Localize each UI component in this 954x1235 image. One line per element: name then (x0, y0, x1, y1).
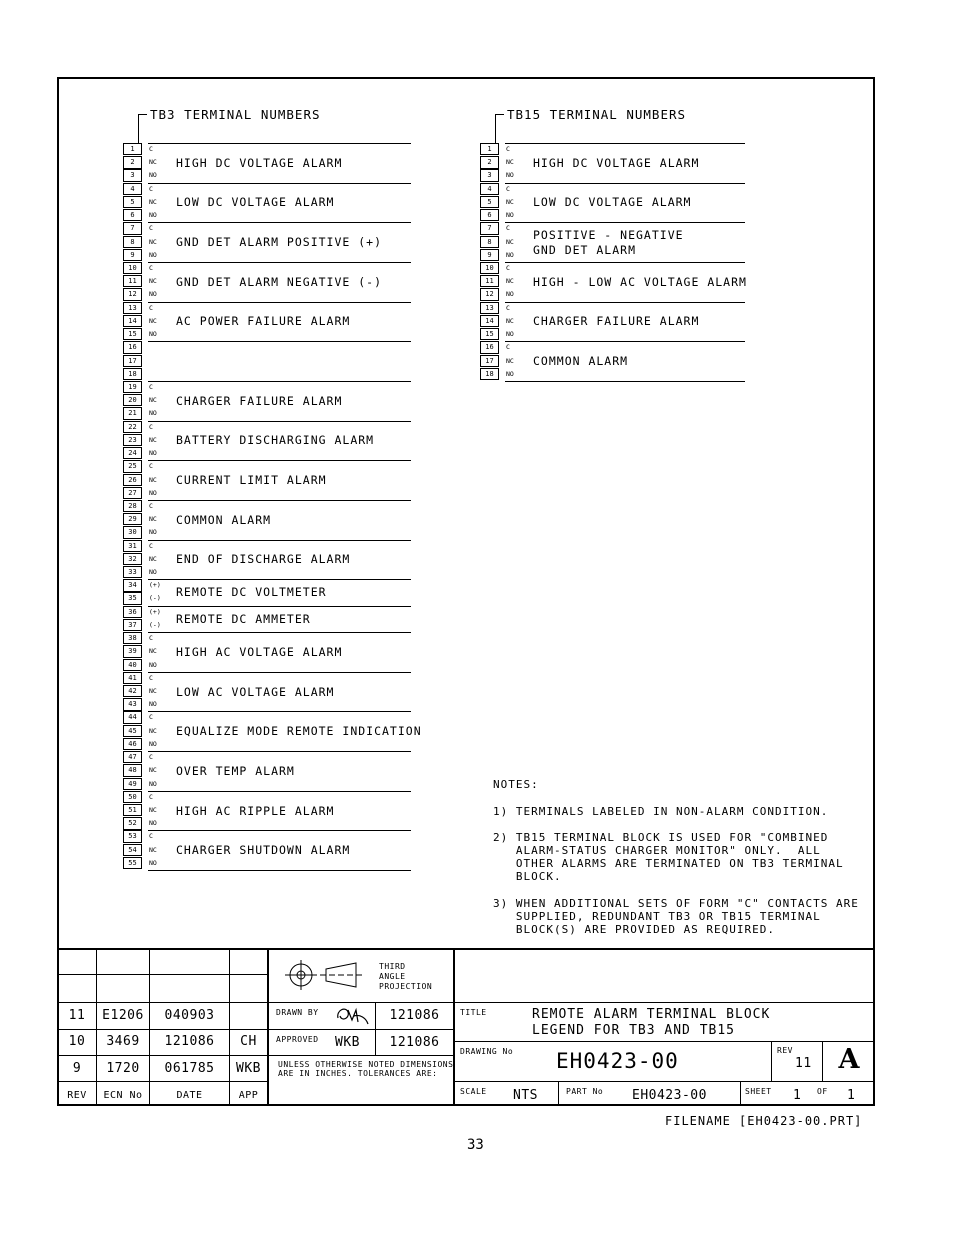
tb3-contact-type: C (149, 753, 153, 762)
tb3-terminal-number: 39 (123, 645, 142, 657)
sheet-label: SHEET (745, 1087, 772, 1096)
tb15-contact-type: NC (506, 158, 514, 167)
tb3-terminal-number: 17 (123, 355, 142, 367)
tb15-terminal-number: 1 (480, 143, 499, 155)
tb3-terminal-number: 45 (123, 725, 142, 737)
ecn-col-line (149, 949, 150, 1106)
tb3-contact-type: C (149, 303, 153, 312)
tb15-alarm-label: GND DET ALARM (533, 243, 637, 258)
tb3-header: TB3 TERMINAL NUMBERS (150, 107, 321, 122)
rev-label: REV (777, 1046, 793, 1055)
sheet-number: 1 (793, 1088, 802, 1103)
ecn-number: 3469 (106, 1034, 140, 1049)
tb3-contact-type: NO (149, 449, 157, 458)
tb3-group-line (148, 262, 411, 263)
tb3-terminal-number: 49 (123, 778, 142, 790)
tb15-contact-type: NO (506, 171, 514, 180)
tb3-group-line (148, 540, 411, 541)
tb3-alarm-label: OVER TEMP ALARM (176, 763, 295, 778)
tb3-contact-type: C (149, 713, 153, 722)
tb3-terminal-number: 55 (123, 857, 142, 869)
tb3-contact-type: NC (149, 396, 157, 405)
tb3-group-line (148, 711, 411, 712)
third-angle-projection-icon (280, 955, 370, 995)
tb15-contact-type: NC (506, 277, 514, 286)
rev-row-line-b (57, 1002, 875, 1003)
rev-number: 9 (72, 1061, 82, 1076)
tb3-terminal-number: 38 (123, 632, 142, 644)
tb3-contact-type: NO (149, 819, 157, 828)
tb3-terminal-number: 47 (123, 751, 142, 763)
tb15-group-line (505, 262, 745, 263)
title-label: TITLE (460, 1008, 487, 1017)
tb3-group-line (148, 302, 411, 303)
page-number: 33 (467, 1137, 484, 1153)
tb3-terminal-number: 33 (123, 566, 142, 578)
tb3-terminal-number: 7 (123, 222, 142, 234)
tb3-contact-type: NC (149, 687, 157, 696)
tb3-group-line (148, 381, 411, 382)
tb3-contact-type: NC (149, 845, 157, 854)
tb3-terminal-number: 12 (123, 288, 142, 300)
filename: FILENAME [EH0423-00.PRT] (665, 1114, 863, 1128)
tb3-terminal-number: 52 (123, 817, 142, 829)
tb15-header: TB15 TERMINAL NUMBERS (507, 107, 687, 122)
date-col-line (229, 949, 230, 1106)
rev-number: 10 (68, 1034, 86, 1049)
part-no-label: PART No (566, 1087, 604, 1096)
tb3-group-line (148, 830, 411, 831)
tb15-alarm-label: POSITIVE - NEGATIVE (533, 228, 684, 243)
drawing-no-label: DRAWING No (460, 1047, 514, 1056)
note-2: 2) TB15 TERMINAL BLOCK IS USED FOR "COMBINED ALARM-STATUS CHARGER MONITOR" ONLY. ALL OTHER ALARMS ARE TERMINATED ON TB3 TERMINAL BLOCK. (493, 831, 844, 883)
tb3-terminal-number: 41 (123, 672, 142, 684)
note-1: 1) TERMINALS LABELED IN NON-ALARM CONDITION. (493, 805, 829, 818)
tb15-bracket-side (495, 114, 496, 143)
tb3-terminal-number: 4 (123, 183, 142, 195)
tb3-terminal-number: 11 (123, 275, 142, 287)
tb15-terminal-number: 18 (480, 368, 499, 380)
tb3-group-line (148, 421, 411, 422)
tb15-terminal-number: 8 (480, 236, 499, 248)
part-number: EH0423-00 (632, 1088, 707, 1103)
tb3-contact-type: C (149, 501, 153, 510)
tb3-terminal-number: 9 (123, 249, 142, 261)
approval-col-line (453, 949, 455, 1106)
tb15-alarm-label: HIGH - LOW AC VOLTAGE ALARM (533, 274, 747, 289)
tb3-contact-type: NO (149, 568, 157, 577)
tb3-contact-type: C (149, 382, 153, 391)
tb3-terminal-number: 46 (123, 738, 142, 750)
tb3-terminal-number: 54 (123, 844, 142, 856)
tb15-alarm-label: CHARGER FAILURE ALARM (533, 314, 700, 329)
tb3-contact-type: NC (149, 435, 157, 444)
tb3-terminal-number: 32 (123, 553, 142, 565)
tb15-contact-type: NC (506, 316, 514, 325)
rev-col-line (96, 949, 97, 1106)
tb3-contact-type: NO (149, 330, 157, 339)
tb3-terminal-number: 36 (123, 606, 142, 618)
tb3-terminal-number: 43 (123, 698, 142, 710)
tb3-group-line (148, 183, 411, 184)
drawn-by-date: 121086 (389, 1008, 440, 1023)
tb3-contact-type: NC (149, 237, 157, 246)
rev-approver: CH (240, 1034, 257, 1049)
tolerance-note: UNLESS OTHERWISE NOTED DIMENSIONS ARE IN INCHES. TOLERANCES ARE: (278, 1060, 454, 1078)
approved-by: WKB (335, 1035, 360, 1050)
rev-date: 040903 (164, 1008, 215, 1023)
tb3-terminal-number: 5 (123, 196, 142, 208)
projection-line3: PROJECTION (379, 982, 433, 991)
tb3-contact-type: (-) (149, 620, 161, 629)
tb3-terminal-number: 51 (123, 804, 142, 816)
tb3-terminal-number: 10 (123, 262, 142, 274)
tb3-terminal-number: 3 (123, 169, 142, 181)
drawing-row-line (453, 1081, 875, 1082)
tb15-group-line (505, 381, 745, 382)
tb3-contact-type: NO (149, 488, 157, 497)
of-label: OF (817, 1087, 828, 1096)
title-row-line (453, 1041, 875, 1042)
tb3-terminal-number: 18 (123, 368, 142, 380)
tb3-alarm-label: CURRENT LIMIT ALARM (176, 473, 327, 488)
rev-number: 11 (68, 1008, 86, 1023)
tb3-terminal-number: 21 (123, 407, 142, 419)
note-3: 3) WHEN ADDITIONAL SETS OF FORM "C" CONTACTS ARE SUPPLIED, REDUNDANT TB3 OR TB15 TERMINAL BLOCK(S) ARE PROVIDED AS REQUIRED. (493, 897, 859, 936)
tb15-contact-type: C (506, 343, 510, 352)
tb15-contact-type: NO (506, 330, 514, 339)
part-box-line (740, 1081, 741, 1106)
tb3-alarm-label: GND DET ALARM POSITIVE (+) (176, 235, 383, 250)
tb3-bracket-top (138, 114, 147, 115)
tb3-alarm-label: LOW DC VOLTAGE ALARM (176, 195, 335, 210)
tb3-group-line (148, 791, 411, 792)
rev-header: REV (67, 1090, 87, 1101)
tb3-terminal-number: 44 (123, 711, 142, 723)
tb3-contact-type: NC (149, 475, 157, 484)
tb15-terminal-number: 9 (480, 249, 499, 261)
approved-date: 121086 (389, 1035, 440, 1050)
tb3-terminal-number: 2 (123, 156, 142, 168)
tb3-terminal-number: 29 (123, 513, 142, 525)
tb3-terminal-number: 40 (123, 659, 142, 671)
tb3-alarm-label: HIGH DC VOLTAGE ALARM (176, 155, 343, 170)
tb3-contact-type: NC (149, 726, 157, 735)
tb3-contact-type: NO (149, 409, 157, 418)
tb3-terminal-number: 16 (123, 341, 142, 353)
tb3-contact-type: NC (149, 766, 157, 775)
tb3-contact-type: NC (149, 806, 157, 814)
scale-value: NTS (513, 1088, 538, 1103)
scale-label: SCALE (460, 1087, 487, 1096)
tb3-contact-type: C (149, 634, 153, 643)
tb3-terminal-number: 20 (123, 394, 142, 406)
tb3-contact-type: C (149, 792, 153, 801)
ecn-header: ECN No (103, 1090, 143, 1101)
date-header: DATE (176, 1090, 203, 1101)
projection-line1: THIRD (379, 962, 406, 971)
tb3-contact-type: (-) (149, 594, 161, 603)
tb15-terminal-number: 11 (480, 275, 499, 287)
tb3-contact-type: C (149, 832, 153, 841)
drawing-number: EH0423-00 (556, 1049, 679, 1073)
tb3-contact-type: C (149, 263, 153, 272)
tb15-contact-type: C (506, 184, 510, 193)
tb15-terminal-number: 12 (480, 288, 499, 300)
tb3-terminal-number: 23 (123, 434, 142, 446)
tb15-contact-type: C (506, 303, 510, 312)
drawing-rev: 11 (795, 1056, 812, 1071)
drawn-by-signature (334, 1004, 370, 1026)
ecn-number: E1206 (102, 1008, 144, 1023)
tb3-terminal-number: 42 (123, 685, 142, 697)
tb3-alarm-label: HIGH AC VOLTAGE ALARM (176, 644, 343, 659)
tb3-contact-type: NC (149, 515, 157, 524)
title-line2: LEGEND FOR TB3 AND TB15 (532, 1023, 736, 1038)
tb3-contact-type: NO (149, 211, 157, 220)
tb15-group-line (505, 341, 745, 342)
ecn-number: 1720 (106, 1061, 140, 1076)
tb3-alarm-label: LOW AC VOLTAGE ALARM (176, 684, 335, 699)
tb3-alarm-label: REMOTE DC AMMETER (176, 611, 311, 626)
tb3-group-line (148, 606, 411, 607)
tb3-contact-type: C (149, 541, 153, 550)
tb3-alarm-label: AC POWER FAILURE ALARM (176, 314, 351, 329)
tb3-contact-type: NC (149, 647, 157, 656)
tb15-terminal-number: 14 (480, 315, 499, 327)
tb15-terminal-number: 4 (480, 183, 499, 195)
tb3-terminal-number: 15 (123, 328, 142, 340)
rev-row-line-e (57, 1081, 267, 1082)
drawing-size: A (838, 1044, 860, 1075)
tb3-contact-type: NO (149, 700, 157, 709)
tb3-alarm-label: CHARGER FAILURE ALARM (176, 393, 343, 408)
tb3-terminal-number: 27 (123, 487, 142, 499)
tb15-contact-type: C (506, 145, 510, 153)
tb15-terminal-number: 15 (480, 328, 499, 340)
tb3-alarm-label: COMMON ALARM (176, 512, 272, 527)
tb3-contact-type: NO (149, 290, 157, 299)
tb3-contact-type: NC (149, 197, 157, 206)
tb15-group-line (505, 302, 745, 303)
drawn-by-label: DRAWN BY (276, 1008, 319, 1017)
tb3-contact-type: NO (149, 739, 157, 748)
tb3-terminal-number: 25 (123, 460, 142, 472)
tb3-terminal-number: 31 (123, 540, 142, 552)
tb3-group-line (148, 579, 411, 580)
tb15-contact-type: NO (506, 290, 514, 299)
tb3-alarm-label: HIGH AC RIPPLE ALARM (176, 803, 335, 818)
tb3-terminal-number: 34 (123, 579, 142, 591)
tb3-group-line (148, 672, 411, 673)
tb15-terminal-number: 10 (480, 262, 499, 274)
tb3-alarm-label: END OF DISCHARGE ALARM (176, 552, 351, 567)
tb3-contact-type: C (149, 224, 153, 233)
tb15-alarm-label: LOW DC VOLTAGE ALARM (533, 195, 692, 210)
tb15-contact-type: NC (506, 237, 514, 246)
tb15-terminal-number: 7 (480, 222, 499, 234)
tb3-group-line (148, 751, 411, 752)
tb15-group-line (505, 143, 745, 144)
tb3-alarm-label: REMOTE DC VOLTMETER (176, 585, 327, 600)
tb15-terminal-number: 6 (480, 209, 499, 221)
tb3-contact-type: C (149, 422, 153, 431)
tb3-terminal-number: 35 (123, 592, 142, 604)
tb3-bracket-side (138, 114, 139, 143)
tb15-contact-type: NO (506, 211, 514, 220)
tb3-terminal-number: 26 (123, 474, 142, 486)
tb3-alarm-label: GND DET ALARM NEGATIVE (-) (176, 274, 383, 289)
tb3-contact-type: NC (149, 158, 157, 167)
tb3-contact-type: NO (149, 660, 157, 669)
tb3-terminal-number: 48 (123, 764, 142, 776)
tb3-group-line (148, 632, 411, 633)
tb15-contact-type: NC (506, 356, 514, 365)
tb3-contact-type: C (149, 462, 153, 471)
rev-row-line-d (57, 1055, 453, 1056)
tb3-contact-type: NC (149, 554, 157, 563)
tb3-contact-type: (+) (149, 607, 161, 616)
tb3-terminal-number: 14 (123, 315, 142, 327)
tb15-bracket-top (495, 114, 504, 115)
tb15-terminal-number: 5 (480, 196, 499, 208)
sheet-total: 1 (847, 1088, 856, 1103)
tb3-contact-type: (+) (149, 581, 161, 590)
app-header: APP (238, 1090, 259, 1101)
tb3-terminal-number: 50 (123, 791, 142, 803)
tb3-contact-type: NO (149, 528, 157, 537)
tb3-terminal-number: 13 (123, 302, 142, 314)
tb3-contact-type: NO (149, 171, 157, 180)
tb3-group-line (148, 341, 411, 342)
app-col-line (267, 949, 269, 1106)
tb15-alarm-label: HIGH DC VOLTAGE ALARM (533, 155, 700, 170)
tb3-terminal-number: 22 (123, 421, 142, 433)
tb15-contact-type: C (506, 263, 510, 272)
tb3-contact-type: C (149, 184, 153, 193)
rev-row-line-a (57, 974, 267, 975)
rev-box-line (771, 1041, 772, 1081)
title-line1: REMOTE ALARM TERMINAL BLOCK (532, 1007, 771, 1022)
tb15-contact-type: NC (506, 197, 514, 206)
tb15-alarm-label: COMMON ALARM (533, 354, 629, 369)
tb3-alarm-label: CHARGER SHUTDOWN ALARM (176, 843, 351, 858)
tb3-contact-type: NO (149, 779, 157, 788)
tb15-contact-type: NO (506, 369, 514, 378)
tb3-alarm-label: BATTERY DISCHARGING ALARM (176, 433, 375, 448)
title-block-top-line (57, 948, 875, 950)
tb15-terminal-number: 17 (480, 355, 499, 367)
tb15-terminal-number: 3 (480, 169, 499, 181)
tb3-contact-type: NO (149, 250, 157, 259)
tb3-alarm-label: EQUALIZE MODE REMOTE INDICATION (176, 724, 422, 739)
tb3-contact-type: NO (149, 858, 157, 867)
tb3-terminal-number: 6 (123, 209, 142, 221)
tb3-terminal-number: 37 (123, 619, 142, 631)
scale-box-line (558, 1081, 559, 1106)
tb3-group-line (148, 500, 411, 501)
tb3-terminal-number: 19 (123, 381, 142, 393)
tb3-contact-type: NC (149, 277, 157, 286)
tb3-contact-type: C (149, 145, 153, 153)
tb15-contact-type: C (506, 224, 510, 233)
tb15-terminal-number: 16 (480, 341, 499, 353)
tb15-group-line (505, 183, 745, 184)
rev-date: 061785 (164, 1061, 215, 1076)
projection-line2: ANGLE (379, 972, 406, 981)
tb15-terminal-number: 2 (480, 156, 499, 168)
tb3-contact-type: NC (149, 316, 157, 325)
tb3-group-line (148, 870, 411, 871)
rev-row-line-c (57, 1029, 453, 1030)
tb3-terminal-number: 8 (123, 236, 142, 248)
notes-title: NOTES: (493, 778, 539, 791)
approved-label: APPROVED (276, 1035, 319, 1044)
rev-date: 121086 (164, 1034, 215, 1049)
tb3-terminal-number: 30 (123, 526, 142, 538)
rev-approver: WKB (236, 1061, 261, 1076)
tb15-terminal-number: 13 (480, 302, 499, 314)
tb3-terminal-number: 28 (123, 500, 142, 512)
tb3-contact-type: C (149, 673, 153, 682)
tb3-group-line (148, 222, 411, 223)
tb3-group-line (148, 143, 411, 144)
tb15-group-line (505, 222, 745, 223)
tb3-terminal-number: 24 (123, 447, 142, 459)
tb3-terminal-number: 53 (123, 830, 142, 842)
tb3-terminal-number: 1 (123, 143, 142, 155)
tb15-contact-type: NO (506, 250, 514, 259)
tb3-group-line (148, 460, 411, 461)
